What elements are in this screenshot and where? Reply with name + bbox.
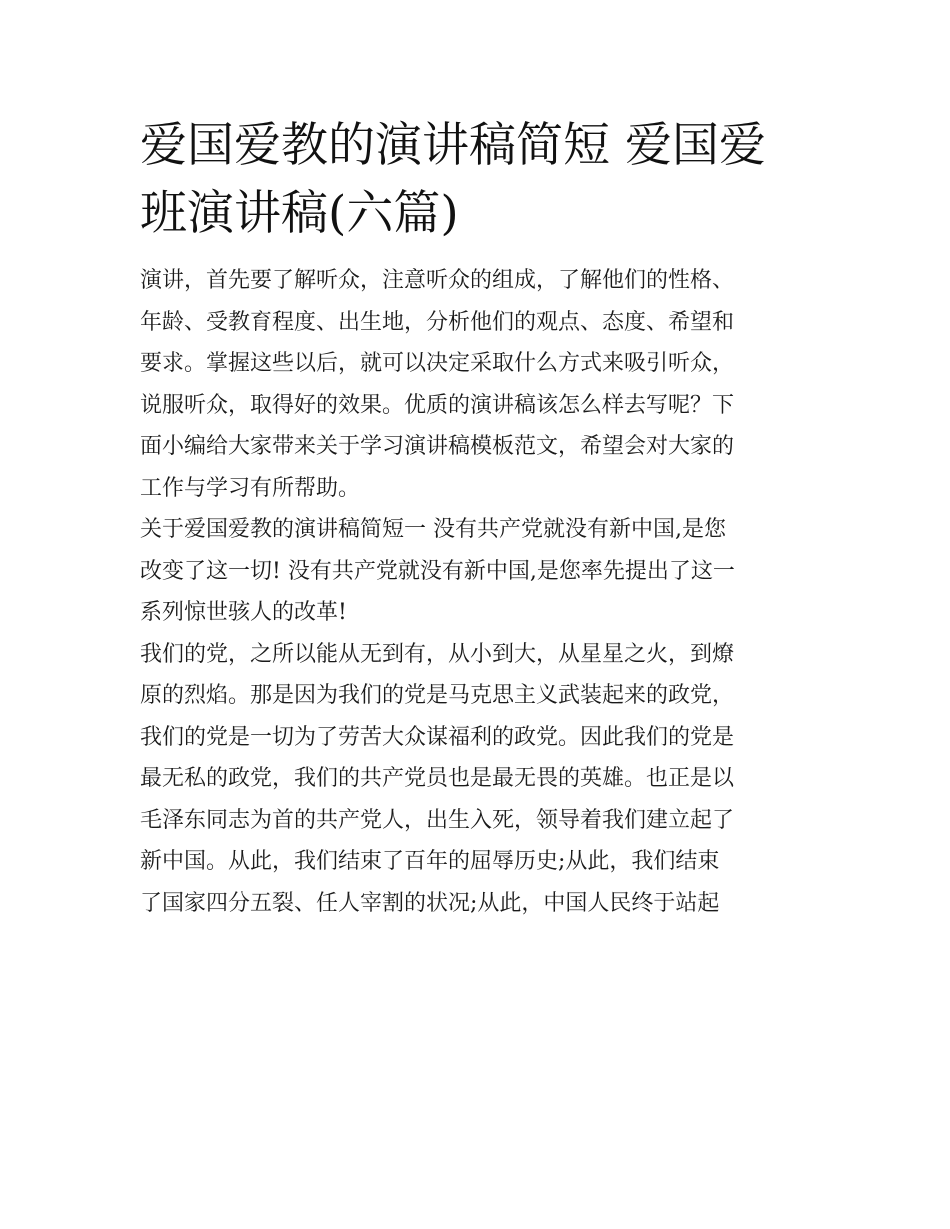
text-line: 新中国。从此，我们结束了百年的屈辱历史;从此，我们结束 (140, 849, 720, 874)
text-line: 了国家四分五裂、任人宰割的状况;从此，中国人民终于站起 (140, 890, 720, 916)
document-title (140, 112, 820, 248)
title-line: 爱国爱教的演讲稿简短 爱国爱 (140, 118, 766, 173)
text-line: 演讲，首先要了解听众，注意听众的组成，了解他们的性格、 (140, 268, 735, 293)
text-line: 毛泽东同志为首的共产党人，出生入死，领导着我们建立起了 (140, 807, 735, 833)
text-line: 改变了这一切! 没有共产党就没有新中国,是您率先提出了这一 (140, 558, 735, 584)
text-line: 工作与学习有所帮助。 (140, 475, 361, 501)
text-line: 最无私的政党，我们的共产党员也是最无畏的英雄。也正是以 (140, 766, 735, 791)
text-line: 说服听众，取得好的效果。优质的演讲稿该怎么样去写呢？下 (140, 392, 735, 418)
text-line: 我们的党，之所以能从无到有，从小到大，从星星之火，到燎 (140, 641, 735, 667)
document-body (140, 112, 820, 924)
text-line: 年龄、受教育程度、出生地，分析他们的观点、态度、希望和 (140, 309, 735, 335)
text-line: 要求。掌握这些以后，就可以决定采取什么方式来吸引听众， (140, 351, 735, 376)
text-line: 我们的党是一切为了劳苦大众谋福利的政党。因此我们的党是 (140, 724, 735, 750)
intro-paragraph (140, 260, 820, 509)
speech-one-paragraph (140, 509, 820, 634)
title-line: 班演讲稿(六篇) (140, 186, 459, 241)
text-line: 系列惊世骇人的改革! (140, 600, 347, 625)
text-line: 面小编给大家带来关于学习演讲稿模板范文，希望会对大家的 (140, 434, 735, 459)
text-line: 关于爱国爱教的演讲稿简短一 没有共产党就没有新中国,是您 (140, 517, 726, 542)
text-line: 原的烈焰。那是因为我们的党是马克思主义武装起来的政党， (140, 683, 735, 708)
party-paragraph (140, 634, 820, 925)
